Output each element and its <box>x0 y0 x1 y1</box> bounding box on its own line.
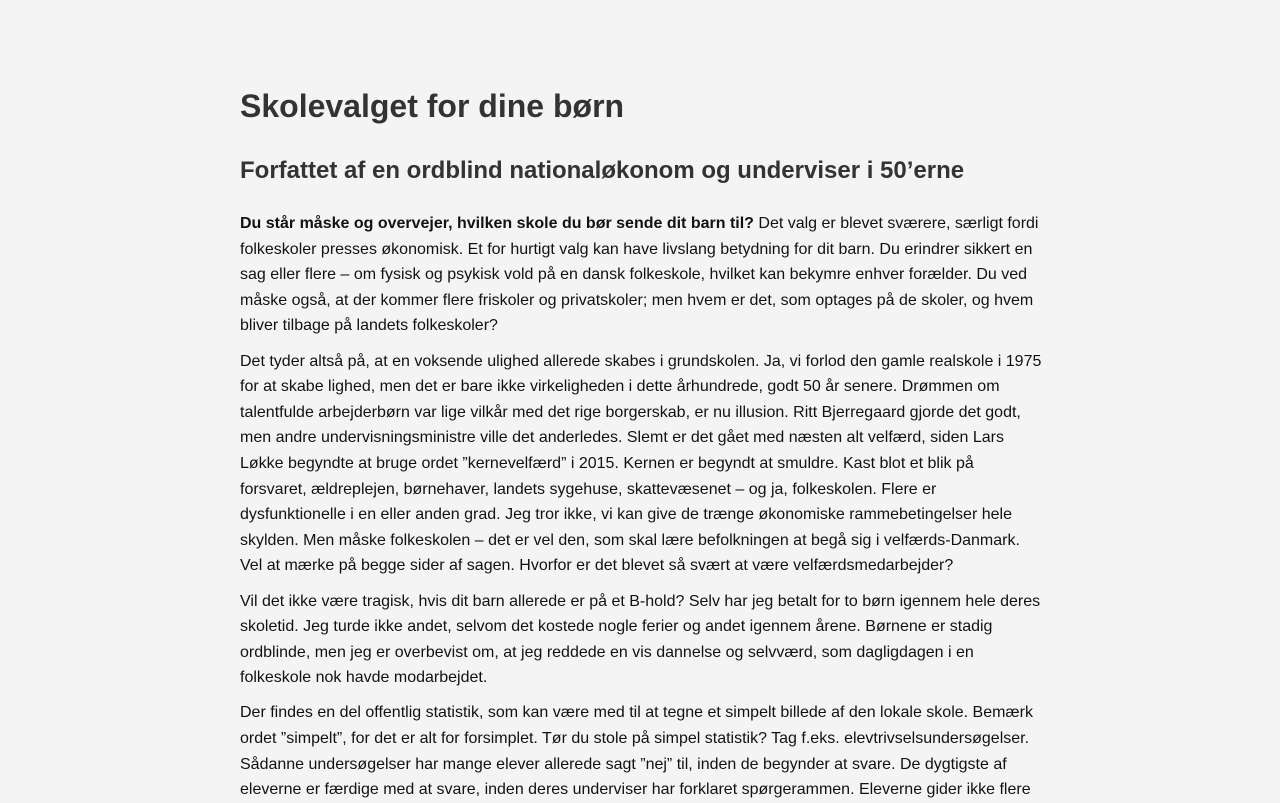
intro-lead-question: Du står måske og overvejer, hvilken skole du bør sende dit barn til? <box>240 215 754 232</box>
article <box>240 84 1042 803</box>
body-paragraph: Der findes en del offentlig statistik, som kan være med til at tegne et simpelt billede af den lokale skole. Bemærk ordet ”simpelt”, for det er alt for forsimplet. Tør du stole på simpel statistik? Tag f.eks. elevtrivselsundersøgelser. Sådanne undersøgelser har mange elever allerede sagt ”nej” til, inden de begynder at svare. De dygtigste af eleverne er færdige med at svare, inden deres underviser har forklaret spørgerammen. Eleverne gider ikke flere <box>240 704 1033 799</box>
article-title: Skolevalget for dine børn <box>240 88 625 124</box>
article-subtitle: Forfattet af en ordblind nationaløkonom og underviser i 50’erne <box>240 157 965 184</box>
intro-text: Det valg er blevet sværere, særligt fordi folkeskoler presses økonomisk. Et for hurtigt valg kan have livslang betydning for dit barn. Du erindrer sikkert en sag eller flere – om fysisk og psykisk vold på en dansk folkeskole, hvilket kan bekymre enhver forælder. Du ved måske også, at der kommer flere friskoler og privatskoler; men hvem er det, som optages på de skoler, og hvem bliver tilbage på landets folkeskoler? <box>240 215 1039 335</box>
body-paragraph: Vil det ikke være tragisk, hvis dit barn allerede er på et B-hold? Selv har jeg betalt for to børn igennem hele deres skoletid. Jeg turde ikke andet, selvom det kostede nogle ferier og andet igennem årene. Børnene er stadig ordblinde, men jeg er overbevist om, at jeg reddede en vis dannelse og selvværd, som dagligdagen i en folkeskole nok havde modarbejdet. <box>240 592 1041 687</box>
intro-paragraph <box>240 211 1042 339</box>
body-paragraph: Det tyder altså på, at en voksende ulighed allerede skabes i grundskolen. Ja, vi forlod den gamle realskole i 1975 for at skabe lighed, men det er bare ikke virkeligheden i dette århundrede, godt 50 år senere. Drømmen om talentfulde arbejderbørn var lige vilkår med det rige borgerskab, er nu illusion. Ritt Bjerregaard gjorde det godt, men andre undervisningsministre ville det anderledes. Slemt er det gået med næsten alt velfærd, siden Lars Løkke begyndte at bruge ordet ”kernevelfærd” i 2015. Kernen er begyndt at smuldre. Kast blot et blik på forsvaret, ældreplejen, børnehaver, landets sygehuse, skattevæsenet – og ja, folkeskolen. Flere er dysfunktionelle i en eller anden grad. Jeg tror ikke, vi kan give de trænge økonomiske rammebetingelser hele skylden. Men måske folkeskolen – det er vel den, som skal lære befolkningen at begå sig i velfærds-Danmark. Vel at mærke på begge sider af sagen. Hvorfor er det blevet så svært at være velfærdsmedarbejder? <box>240 352 1042 575</box>
